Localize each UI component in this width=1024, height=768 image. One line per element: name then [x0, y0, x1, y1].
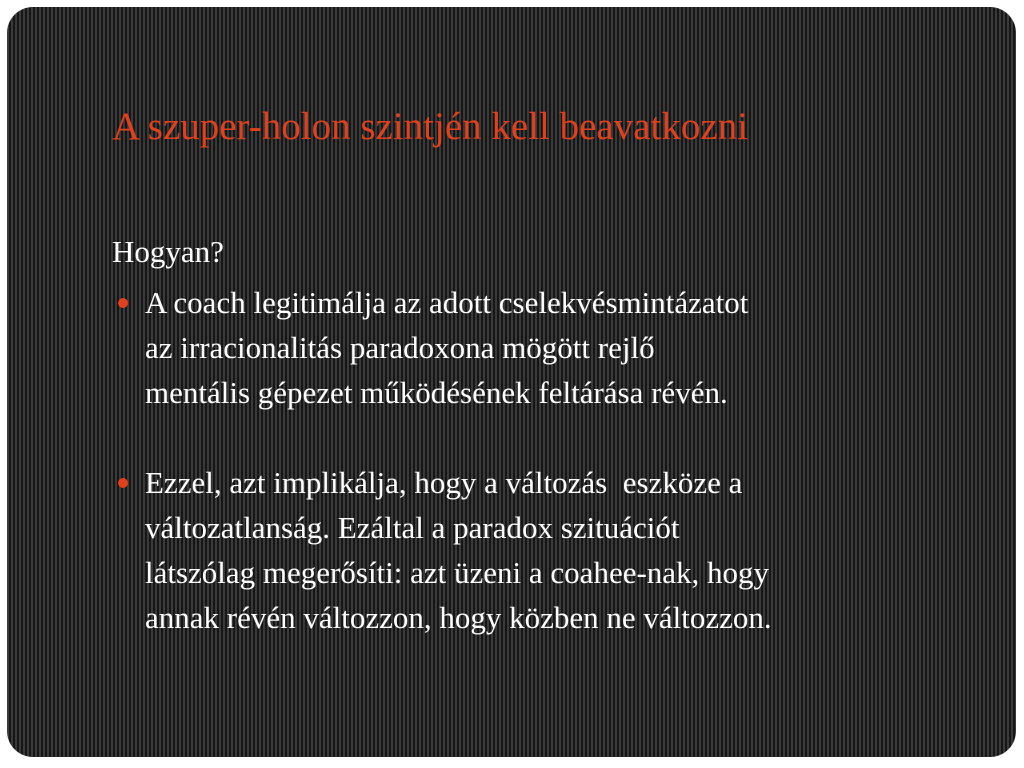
slide — [7, 7, 1016, 757]
slide-title: A szuper-holon szintjén kell beavatkozni — [112, 105, 749, 148]
bullet-line: látszólag megerősíti: azt üzeni a coahee-nak, hogy — [145, 555, 770, 590]
bullet-line: annak révén változzon, hogy közben ne változzon. — [145, 600, 772, 635]
bullet-line: Ezzel, azt implikálja, hogy a változás eszköze a — [145, 465, 743, 500]
bullet-line: az irracionalitás paradoxona mögött rejlő — [145, 330, 655, 365]
bullet-line: változatlanság. Ezáltal a paradox szituációt — [145, 510, 680, 545]
bullet-item — [112, 280, 992, 415]
bullet-line: A coach legitimálja az adott cselekvésmintázatot — [145, 285, 749, 320]
bullet-line: mentális gépezet működésének feltárása révén. — [145, 375, 728, 410]
bullet-item — [112, 460, 992, 640]
bullet-dot-icon — [118, 478, 128, 488]
intro-text: Hogyan? — [112, 234, 224, 269]
bullet-list — [112, 280, 992, 640]
slide-body — [112, 229, 992, 640]
bullet-dot-icon — [118, 298, 128, 308]
